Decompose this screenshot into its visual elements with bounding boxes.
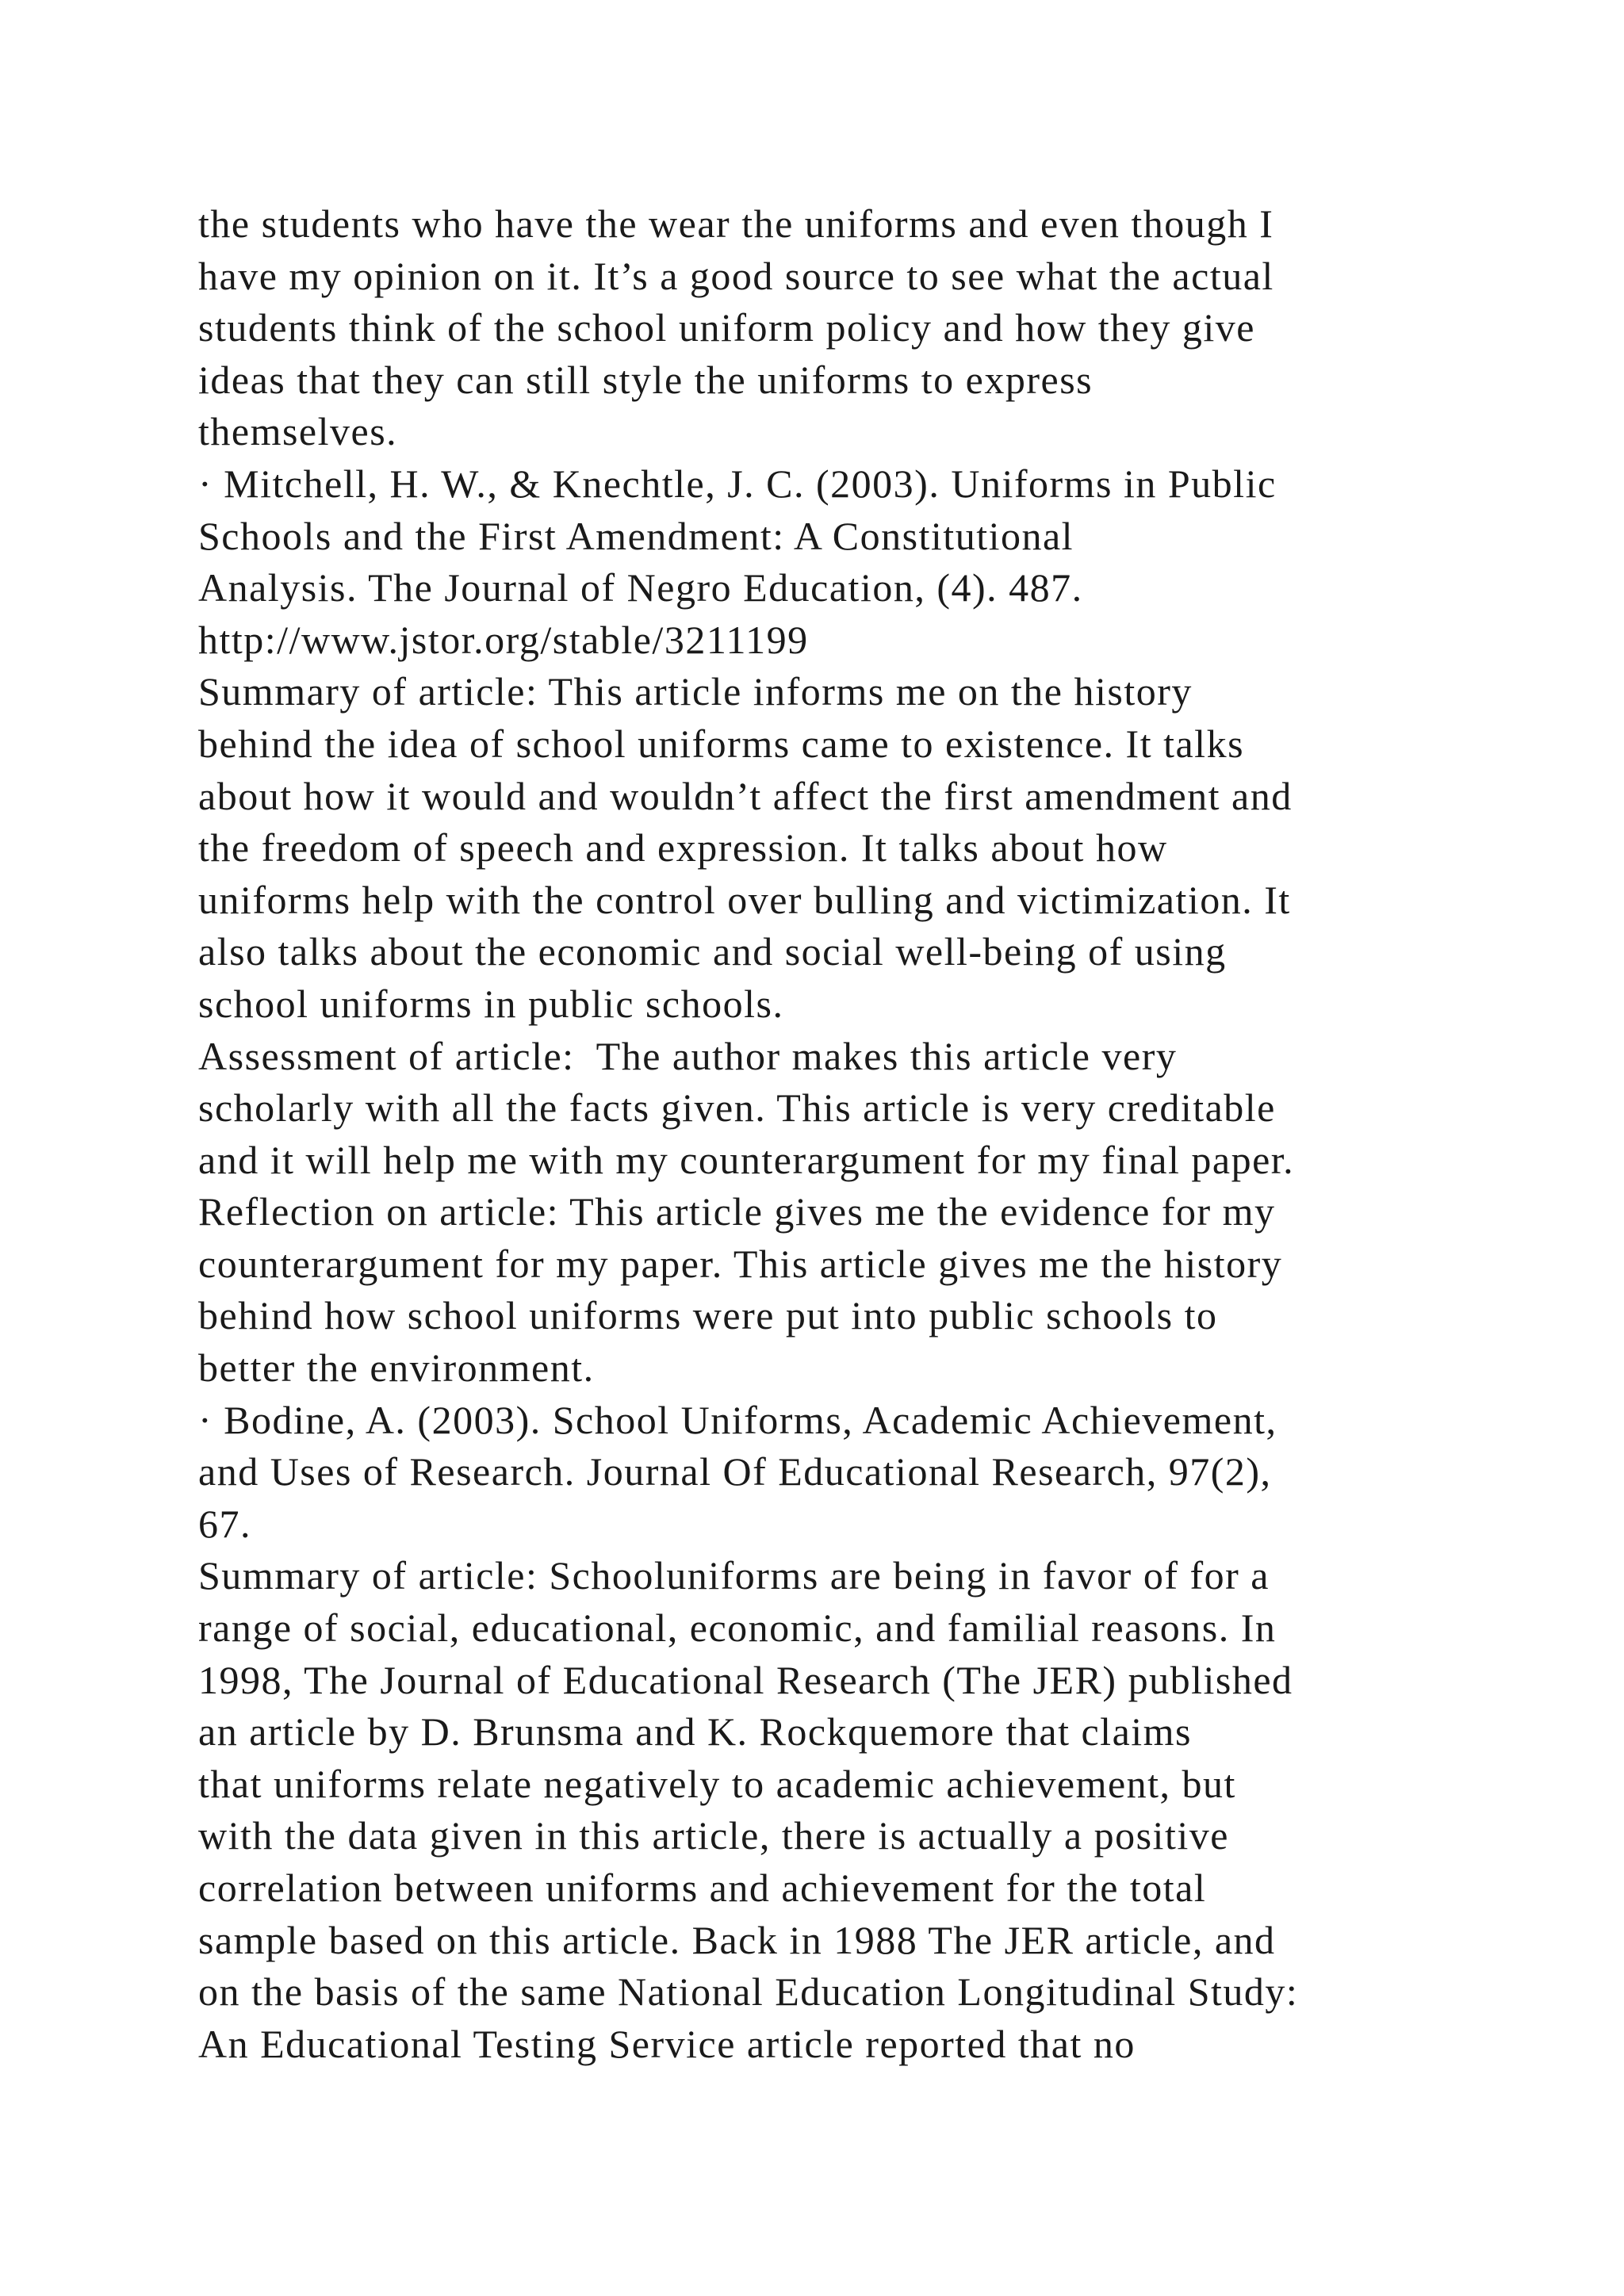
text-line: behind how school uniforms were put into public schools to [198, 1293, 1218, 1338]
text-line: behind the idea of school uniforms came to existence. It talks [198, 721, 1245, 766]
text-line: http://www.jstor.org/stable/3211199 [198, 617, 809, 662]
body-text [198, 198, 1515, 2070]
text-line: that uniforms relate negatively to academic achievement, but [198, 1761, 1236, 1806]
text-line: correlation between uniforms and achievement for the total [198, 1866, 1207, 1910]
text-line: scholarly with all the facts given. This article is very creditable [198, 1085, 1276, 1131]
text-line: students think of the school uniform policy and how they give [198, 305, 1255, 350]
text-line: with the data given in this article, there is actually a positive [198, 1813, 1229, 1858]
text-line: Reflection on article: This article gives me the evidence for my [198, 1189, 1276, 1234]
text-line: 1998, The Journal of Educational Research (The JER) published [198, 1657, 1293, 1702]
text-line: · Mitchell, H. W., & Knechtle, J. C. (2003). Uniforms in Public [198, 461, 1277, 506]
text-line: have my opinion on it. It’s a good source to see what the actual [198, 253, 1274, 298]
text-line: counterargument for my paper. This article gives me the history [198, 1241, 1283, 1286]
text-line: the freedom of speech and expression. It talks about how [198, 825, 1168, 871]
text-line: Summary of article: Schooluniforms are being in favor of for a [198, 1553, 1270, 1598]
text-line: 67. [198, 1501, 251, 1546]
text-line: · Bodine, A. (2003). School Uniforms, Academic Achievement, [198, 1397, 1277, 1442]
text-line: also talks about the economic and social well-being of using [198, 929, 1227, 974]
text-line: Assessment of article: The author makes this article very [198, 1033, 1178, 1078]
text-line: sample based on this article. Back in 1988 The JER article, and [198, 1917, 1276, 1962]
text-line: the students who have the wear the uniforms and even though I [198, 201, 1274, 246]
text-line: An Educational Testing Service article reported that no [198, 2021, 1136, 2066]
text-line: and it will help me with my counterargument for my final paper. [198, 1137, 1295, 1182]
text-line: about how it would and wouldn’t affect the first amendment and [198, 773, 1293, 818]
text-line: Summary of article: This article informs me on the history [198, 669, 1193, 714]
text-line: Analysis. The Journal of Negro Education, (4). 487. [198, 565, 1083, 610]
text-line: uniforms help with the control over bulling and victimization. It [198, 877, 1291, 922]
text-line: themselves. [198, 409, 398, 454]
text-line: ideas that they can still style the uniforms to express [198, 357, 1094, 402]
text-line: range of social, educational, economic, and familial reasons. In [198, 1605, 1277, 1651]
text-line: on the basis of the same National Education Longitudinal Study: [198, 1969, 1299, 2015]
text-line: Schools and the First Amendment: A Constitutional [198, 513, 1074, 558]
text-line: better the environment. [198, 1345, 595, 1391]
text-line: school uniforms in public schools. [198, 981, 784, 1026]
text-line: and Uses of Research. Journal Of Educational Research, 97(2), [198, 1449, 1272, 1494]
text-line: an article by D. Brunsma and K. Rockquemore that claims [198, 1709, 1193, 1755]
